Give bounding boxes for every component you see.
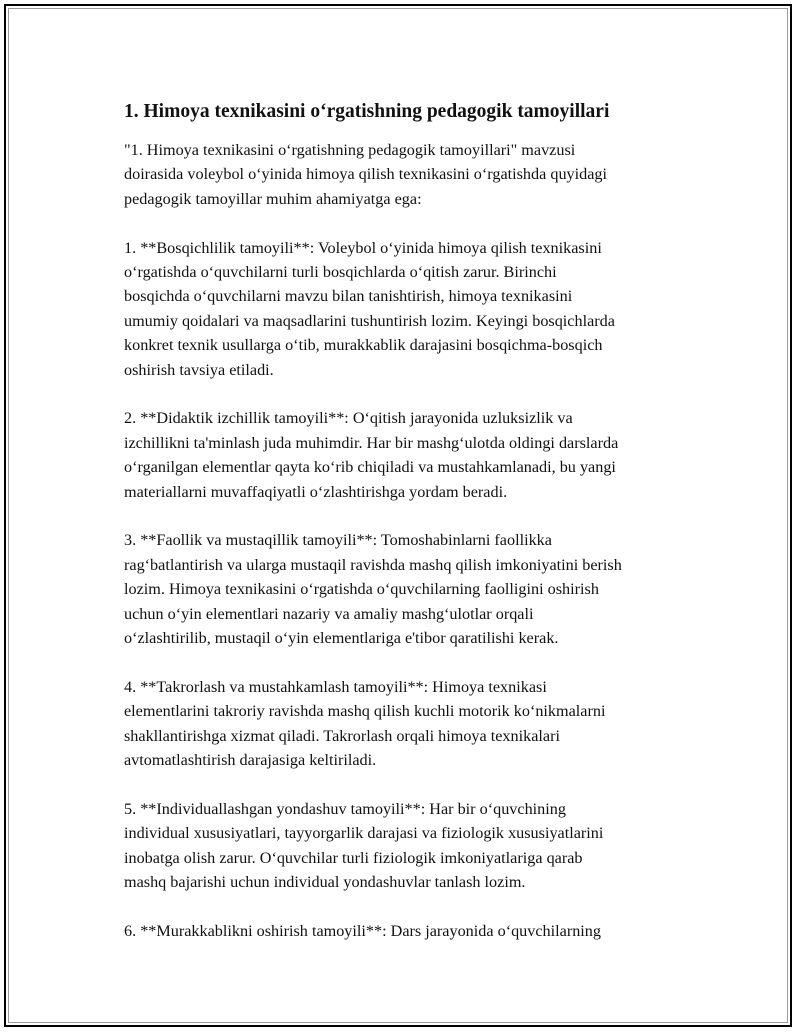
- intro-paragraph: [124, 138, 699, 211]
- paragraph-line: avtomatlashtirish darajasiga keltiriladi.: [124, 751, 377, 770]
- page-frame: [4, 4, 792, 1027]
- paragraph-line: izchillikni ta'minlash juda muhimdir. Har bir mashg‘ulotda oldingi darslarda: [124, 433, 619, 452]
- paragraph-line: materiallarni muvaffaqiyatli o‘zlashtirishga yordam beradi.: [124, 482, 508, 501]
- paragraph-line: konkret texnik usullarga o‘tib, murakkablik darajasini bosqichma-bosqich: [124, 336, 603, 355]
- paragraph-line: oshirish tavsiya etiladi.: [124, 360, 274, 379]
- document-title: 1. Himoya texnikasini o‘rgatishning pedagogik tamoyillari: [124, 101, 610, 122]
- paragraph-line: umumiy qoidalari va maqsadlarini tushuntirish lozim. Keyingi bosqichlarda: [124, 311, 615, 330]
- paragraph-line: mashq bajarishi uchun individual yondashuvlar tanlash lozim.: [124, 873, 526, 892]
- paragraph-line: o‘rgatishda o‘quvchilarni turli bosqichlarda o‘qitish zarur. Birinchi: [124, 263, 557, 282]
- paragraph-line: pedagogik tamoyillar muhim ahamiyatga ega:: [124, 189, 422, 208]
- paragraph-line: 6. **Murakkablikni oshirish tamoyili**: Dars jarayonida o‘quvchilarning: [124, 921, 601, 940]
- paragraph-line: lozim. Himoya texnikasini o‘rgatishda o‘quvchilarning faolligini oshirish: [124, 580, 599, 599]
- paragraph-line: bosqichda o‘quvchilarni mavzu bilan tanishtirish, himoya texnikasini: [124, 287, 573, 306]
- paragraph-line: rag‘batlantirish va ularga mustaqil ravishda mashq qilish imkoniyatini berish: [124, 555, 622, 574]
- principle-3-paragraph: [124, 528, 699, 650]
- paragraph-line: 3. **Faollik va mustaqillik tamoyili**: Tomoshabinlarni faollikka: [124, 531, 552, 550]
- principle-2-paragraph: [124, 406, 699, 504]
- paragraph-line: doirasida voleybol o‘yinida himoya qilish texnikasini o‘rgatishda quyidagi: [124, 165, 608, 184]
- principle-1-paragraph: [124, 236, 699, 382]
- paragraph-line: "1. Himoya texnikasini o‘rgatishning pedagogik tamoyillari" mavzusi: [124, 141, 576, 159]
- paragraph-line: individual xususiyatlari, tayyorgarlik darajasi va fiziologik xususiyatlarini: [124, 824, 604, 843]
- paragraph-line: elementlarini takroriy ravishda mashq qilish kuchli motorik ko‘nikmalarni: [124, 702, 606, 721]
- paragraph-line: 2. **Didaktik izchillik tamoyili**: O‘qitish jarayonida uzluksizlik va: [124, 409, 573, 428]
- document-body: [124, 99, 699, 968]
- paragraph-line: o‘zlashtirilib, mustaqil o‘yin elementlariga e'tibor qaratilishi kerak.: [124, 629, 559, 648]
- paragraph-line: shakllantirishga xizmat qiladi. Takrorlash orqali himoya texnikalari: [124, 726, 560, 745]
- principle-6-paragraph: [124, 919, 699, 943]
- paragraph-line: 1. **Bosqichlilik tamoyili**: Voleybol o‘yinida himoya qilish texnikasini: [124, 238, 602, 257]
- paragraph-line: o‘rganilgan elementlar qayta ko‘rib chiqiladi va mustahkamlanadi, bu yangi: [124, 458, 616, 477]
- paragraph-line: 4. **Takrorlash va mustahkamlash tamoyili**: Himoya texnikasi: [124, 677, 547, 696]
- principle-4-paragraph: [124, 675, 699, 773]
- paragraph-line: inobatga olish zarur. O‘quvchilar turli fiziologik imkoniyatlariga qarab: [124, 848, 583, 867]
- principle-5-paragraph: [124, 797, 699, 895]
- paragraph-line: uchun o‘yin elementlari nazariy va amaliy mashg‘ulotlar orqali: [124, 604, 534, 623]
- paragraph-line: 5. **Individuallashgan yondashuv tamoyili**: Har bir o‘quvchining: [124, 799, 566, 818]
